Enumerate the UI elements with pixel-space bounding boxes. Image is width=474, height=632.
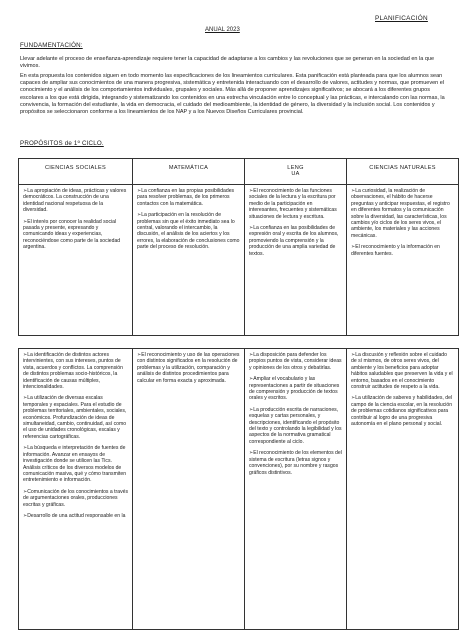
arrow-icon: ➣ xyxy=(351,244,356,251)
table-row xyxy=(19,185,459,336)
list-item: ➣El reconocimiento de las funciones sociales de la lectura y la escritura por medio de la participación en interesantes, frecuentes y sistemáticas situaciones de lectura y escritura. xyxy=(249,188,337,220)
list-item: ➣El interés por conocer la realidad social pasada y presente, expresando y comunicando ideas y experiencias, reconociéndose como parte de la sociedad argentina. xyxy=(23,218,121,251)
list-item: ➣La disposición para defender los propios puntos de vista, considerar ideas y opiniones de los otros y debatirlas. xyxy=(249,352,342,371)
arrow-icon: ➣ xyxy=(23,218,28,225)
table-header-row xyxy=(19,159,459,185)
arrow-icon: ➣ xyxy=(351,352,356,358)
list-item: ➣El reconocimiento y la información en diferentes fuentes. xyxy=(351,244,440,257)
list-item: ➣El reconocimiento y uso de las operaciones con distintos significados en la resolución de problemas y la utilización, comparación y análisis de distintos procedimientos para calcular en forma exacta y aproximada. xyxy=(137,352,240,384)
arrow-icon: ➣ xyxy=(23,512,28,519)
cell-matematica xyxy=(133,349,245,630)
arrow-icon: ➣ xyxy=(249,406,254,413)
cell-ciencias-sociales xyxy=(19,349,133,630)
arrow-icon: ➣ xyxy=(137,188,142,194)
arrow-icon: ➣ xyxy=(351,395,356,402)
list-item: ➣La utilización de saberes y habilidades, del campo de la ciencia escolar, en la resolución de problemas cotidianos significativos para contribuir al logro de una progresiva autonomía en el plano personal y social. xyxy=(351,395,453,428)
list-item: ➣La producción escrita de narraciones, esquelas y cartas personales, y descripciones, identificando el propósito del texto y controlando la legibilidad y los aspectos de la normativa gramatical correspondiente al ciclo. xyxy=(249,406,342,445)
arrow-icon: ➣ xyxy=(23,488,28,495)
arrow-icon: ➣ xyxy=(249,225,254,232)
arrow-icon: ➣ xyxy=(23,188,28,194)
arrow-icon: ➣ xyxy=(137,352,142,358)
arrow-icon: ➣ xyxy=(137,212,142,219)
arrow-icon: ➣ xyxy=(249,188,254,194)
list-item: ➣Ampliar el vocabulario y las representaciones a partir de situaciones de comprensión y producción de textos orales y escritos. xyxy=(249,376,340,402)
arrow-icon: ➣ xyxy=(23,395,28,402)
propositos-table-continued xyxy=(18,348,459,630)
header-ciencias-naturales: CIENCIAS NATURALES xyxy=(347,159,459,185)
header-matematica: MATEMÁTICA xyxy=(133,159,245,185)
table-row xyxy=(19,349,459,630)
list-item: ➣La confianza en las posibilidades de expresión oral y escrita de los alumnos, promoviendo la comprensión y la producción de una amplia variedad de textos. xyxy=(249,225,339,257)
arrow-icon: ➣ xyxy=(249,376,254,383)
cell-lengua xyxy=(245,349,347,630)
arrow-icon: ➣ xyxy=(249,352,254,358)
list-item: ➣La apropiación de ideas, prácticas y valores democráticos. La construcción de una identidad nacional respetuosa de la diversidad. xyxy=(23,188,127,214)
header-lengua: LENG UA xyxy=(245,159,347,185)
cell-ciencias-naturales xyxy=(347,185,459,336)
arrow-icon: ➣ xyxy=(23,352,28,358)
document-year: ANUAL 2023 xyxy=(205,27,240,33)
cell-ciencias-sociales xyxy=(19,185,133,336)
list-item: ➣Comunicación de los conocimientos a través de argumentaciones orales, producciones escritas y gráficas. xyxy=(23,488,128,508)
header-ciencias-sociales: CIENCIAS SOCIALES xyxy=(19,159,133,185)
list-item: ➣La confianza en las propias posibilidades para resolver problemas, de los primeros contactos con la matemática. xyxy=(137,188,235,207)
fundamentacion-paragraph-1: Llevar adelante el proceso de enseñanza-aprendizaje requiere tener la capacidad de adaptarse a los cambios y las revoluciones que se generan en la sociedad en la que vivimos. xyxy=(20,56,434,70)
cell-matematica xyxy=(133,185,245,336)
cell-ciencias-naturales xyxy=(347,349,459,630)
list-item: ➣El reconocimiento de los elementos del sistema de escritura (letras signos y convenciones), por su nombre y rasgos gráficos distintivos. xyxy=(249,450,342,476)
list-item: ➣Desarrollo de una actitud responsable en la xyxy=(23,512,126,519)
arrow-icon: ➣ xyxy=(249,450,254,457)
document-title: PLANIFICACIÓN xyxy=(375,15,428,22)
list-item: ➣La curiosidad, la realización de observaciones, el hábito de hacerse preguntas y anticipar respuestas, el registro en diferentes formatos y la comunicación sobre la diversidad, las características, los cambios y/o ciclos de los seres vivos, el ambiente, los materiales y las acciones mecánicas. xyxy=(351,188,450,239)
arrow-icon: ➣ xyxy=(351,188,356,194)
list-item: ➣La búsqueda e interpretación de fuentes de información. Avanzar en ensayos de investigación donde se utilicen las Tics. Análisis críticos de los diversos modelos de comunicación masiva, qué y cómo transmiten entretenimiento e información. xyxy=(23,445,127,484)
fundamentacion-heading: FUNDAMENTACIÓN: xyxy=(20,42,83,49)
list-item: ➣La participación en la resolución de problemas sin que el éxito inmediato sea lo central, valorando el intercambio, la discusión, el análisis de los aciertos y los errores, la elaboración de conclusiones como parte del proceso de resolución. xyxy=(137,212,240,251)
fundamentacion-paragraph-2: En esta propuesta los contenidos siguen en todo momento las especificaciones de los lineamientos curriculares. Esta panificación está planteada para que los alumnos sean capaces de ampliar sus conocimientos de una manera progresiva, sistemática y entretenida interactuando con el desarrollo de valores, actitudes y normas, que promueven el conocimiento y el análisis de los comportamientos individuales, grupales y sociales. Más allá de proponer aprendizajes significativos; se abocará a los diferentes grupos escolares a los que está dirigida, integrando y sistematizando los contenidos en una estrecha vinculación entre lo conceptual y las prácticas, e intercalando con las normas, la convivencia, la formación del estudiante, la vida en democracia, el cuidado del medioambiente, la identidad de género, la diversidad y la inclusión social. Los contenidos y propósitos se seleccionaron conforme a los lineamientos de los NAP y a los Nuevos Diseños Curriculares provincial. xyxy=(20,73,445,116)
arrow-icon: ➣ xyxy=(23,445,28,452)
cell-lengua xyxy=(245,185,347,336)
list-item: ➣La discusión y reflexión sobre el cuidado de sí mismos, de otros seres vivos, del ambiente y los beneficios para adoptar hábitos saludables que preserven la vida y el entorno, basados en el conocimiento construir actitudes de respeto a la vida. xyxy=(351,352,453,391)
list-item: ➣La utilización de diversas escalas temporales y espaciales. Para el estudio de problemas territoriales, ambientales, sociales, económicos. Profundización de ideas de simultaneidad, cambio, continuidad, así como el uso de unidades cronológicas, escalas y referencias cartográficas. xyxy=(23,395,127,440)
propositos-heading: PROPÓSITOS de 1º CICLO. xyxy=(20,140,104,147)
list-item: ➣La identificación de distintos actores intervinientes, con sus intereses, puntos de vista, acuerdos y conflictos. La comprensión de distintos problemas socio-históricos, la identificación de causas múltiples, intencionalidades. xyxy=(23,352,123,391)
propositos-table xyxy=(18,158,459,336)
